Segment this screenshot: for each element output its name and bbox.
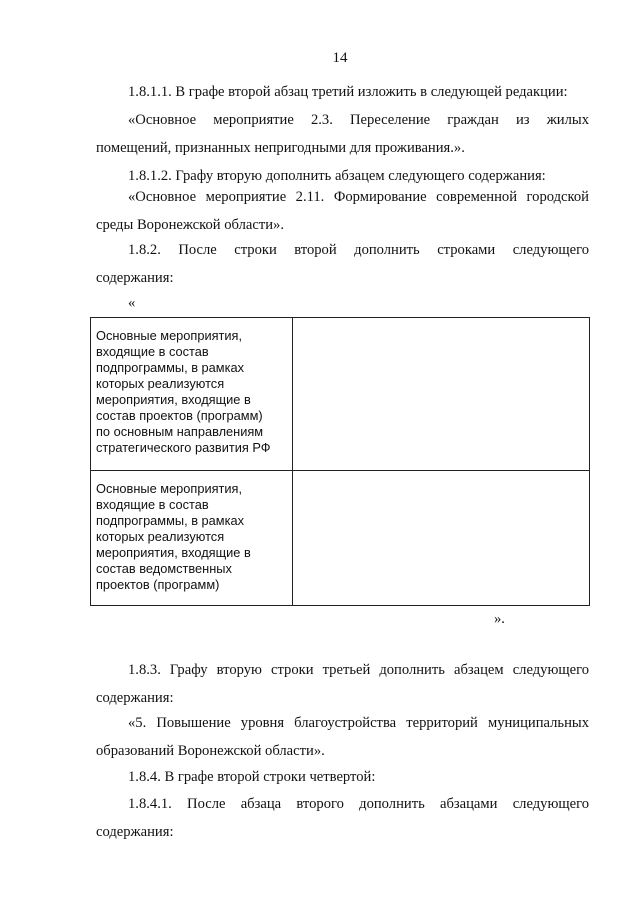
- text-line: помещений, признанных непригодными для проживания.».: [96, 140, 465, 156]
- text-line: 1.8.2. После строки второй дополнить строками следующего: [128, 242, 589, 258]
- cell-line: входящие в состав: [96, 497, 209, 512]
- paragraph-1-8-4-1: [96, 790, 589, 846]
- cell-line: подпрограммы, в рамках: [96, 513, 244, 528]
- cell-line: по основным направлениям: [96, 424, 264, 439]
- cell-line: стратегического развития РФ: [96, 440, 271, 455]
- text-line: 1.8.1.1. В графе второй абзац третий изложить в следующей редакции:: [128, 84, 568, 100]
- cell-line: мероприятия, входящие в: [96, 545, 251, 560]
- text-line: 1.8.3. Графу вторую строки третьей дополнить абзацем следующего: [128, 662, 589, 678]
- text-line: «Основное мероприятие 2.11. Формирование современной городской: [128, 189, 589, 205]
- paragraph-quote-5: [96, 709, 589, 765]
- insert-table: [90, 317, 590, 606]
- text-line: содержания:: [96, 690, 174, 706]
- text-line: образований Воронежской области».: [96, 743, 325, 759]
- table-row: [91, 318, 590, 471]
- table-value-cell: [293, 318, 590, 471]
- cell-line: состав ведомственных: [96, 561, 232, 576]
- cell-line: состав проектов (программ): [96, 408, 263, 423]
- paragraph-quote-2-3: [96, 106, 589, 162]
- text-line: 1.8.4.1. После абзаца второго дополнить абзацами следующего: [128, 796, 589, 812]
- cell-line: которых реализуются: [96, 529, 225, 544]
- paragraph-1-8-2: [96, 236, 589, 292]
- table-label-cell: [91, 471, 293, 606]
- paragraph-1-8-4: [96, 763, 589, 791]
- text-line: «Основное мероприятие 2.3. Переселение граждан из жилых: [128, 112, 589, 128]
- text-line: содержания:: [96, 824, 174, 840]
- paragraph-1-8-1-1: [96, 78, 589, 106]
- table-label-cell: [91, 318, 293, 471]
- cell-line: подпрограммы, в рамках: [96, 360, 244, 375]
- paragraph-quote-2-11: [96, 183, 589, 239]
- cell-line: проектов (программ): [96, 577, 220, 592]
- text-line: «5. Повышение уровня благоустройства территорий муниципальных: [128, 715, 589, 731]
- page-number: 14: [332, 50, 348, 66]
- text-line: среды Воронежской области».: [96, 217, 284, 233]
- cell-line: Основные мероприятия,: [96, 328, 243, 343]
- cell-line: входящие в состав: [96, 344, 209, 359]
- table-row: [91, 471, 590, 606]
- cell-line: мероприятия, входящие в: [96, 392, 251, 407]
- table-value-cell: [293, 471, 590, 606]
- text-line: содержания:: [96, 270, 174, 286]
- text-line: 1.8.4. В графе второй строки четвертой:: [128, 769, 376, 785]
- paragraph-1-8-3: [96, 656, 589, 712]
- cell-line: которых реализуются: [96, 376, 225, 391]
- cell-line: Основные мероприятия,: [96, 481, 243, 496]
- closing-quote: ».: [494, 611, 505, 627]
- opening-quote: «: [128, 295, 136, 311]
- text-line: 1.8.1.2. Графу вторую дополнить абзацем следующего содержания:: [128, 168, 546, 184]
